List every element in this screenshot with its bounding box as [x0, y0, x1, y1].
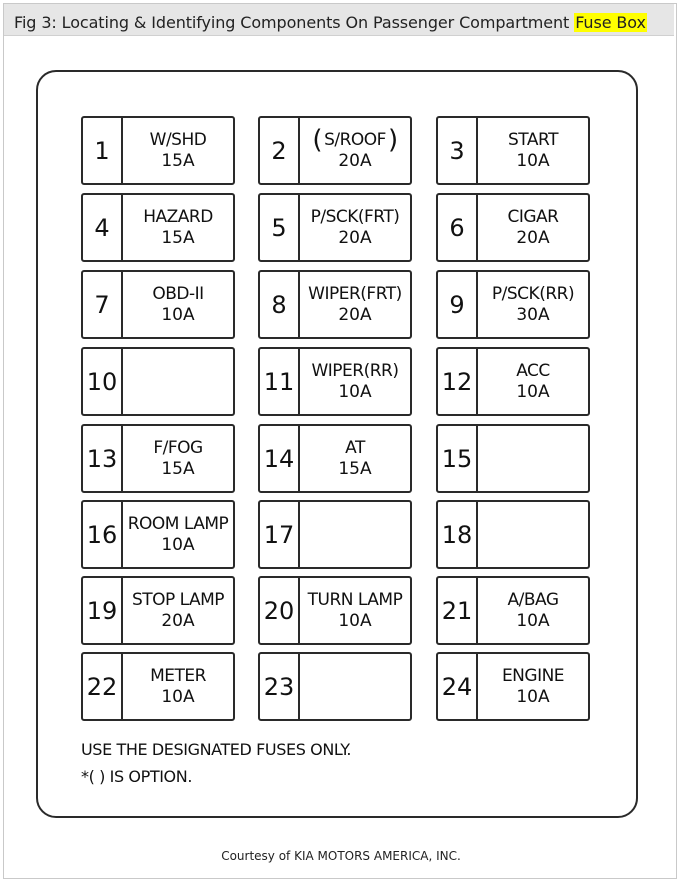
figure-caption	[14, 13, 647, 32]
fuse-description	[123, 272, 233, 337]
fuse-rating: 10A	[516, 381, 550, 402]
caption-highlight: Fuse Box	[575, 13, 646, 32]
fuse-description	[300, 118, 410, 183]
fuse-description	[478, 195, 588, 260]
fuse-3	[436, 116, 590, 185]
fuse-label: W/SHD	[149, 129, 207, 150]
fuse-number: 11	[260, 349, 300, 414]
fuse-label: CIGAR	[507, 206, 559, 227]
fuse-label: HAZARD	[143, 206, 213, 227]
fuse-6	[436, 193, 590, 262]
fuse-14	[258, 424, 412, 493]
fuse-rating: 10A	[516, 150, 550, 171]
fuse-label: ROOM LAMP	[127, 513, 229, 534]
note-option: *( ) IS OPTION.	[81, 767, 193, 786]
caption-bar	[4, 4, 674, 36]
fuse-9	[436, 270, 590, 339]
fuse-19	[81, 576, 235, 645]
fuse-description	[123, 349, 233, 414]
note-designated-fuses: USE THE DESIGNATED FUSES ONLY.	[81, 740, 352, 759]
fuse-number: 8	[260, 272, 300, 337]
fuse-number: 2	[260, 118, 300, 183]
courtesy-credit: Courtesy of KIA MOTORS AMERICA, INC.	[221, 849, 461, 863]
fuse-rating: 10A	[338, 610, 372, 631]
fuse-rating: 10A	[161, 686, 195, 707]
fuse-number: 15	[438, 426, 478, 491]
fuse-13	[81, 424, 235, 493]
caption-prefix: Fig 3: Locating & Identifying Components On Passenger Compartment	[14, 13, 575, 32]
fuse-number: 17	[260, 502, 300, 567]
fuse-description	[478, 272, 588, 337]
fuse-number: 24	[438, 654, 478, 719]
fuse-2	[258, 116, 412, 185]
fuse-rating: 20A	[338, 227, 372, 248]
fuse-11	[258, 347, 412, 416]
fuse-label: TURN LAMP	[307, 589, 403, 610]
fuse-label: ( S/ROOF )	[312, 130, 397, 151]
fuse-20	[258, 576, 412, 645]
fuse-rating: 10A	[338, 381, 372, 402]
fuse-number: 16	[83, 502, 123, 567]
fuse-description	[300, 426, 410, 491]
fuse-24	[436, 652, 590, 721]
fuse-rating: 15A	[161, 150, 195, 171]
fuse-5	[258, 193, 412, 262]
fuse-17	[258, 500, 412, 569]
fuse-label: P/SCK(FRT)	[310, 206, 400, 227]
fuse-22	[81, 652, 235, 721]
fuse-number: 21	[438, 578, 478, 643]
fuse-15	[436, 424, 590, 493]
fuse-description	[478, 426, 588, 491]
fuse-description	[123, 654, 233, 719]
fuse-description	[478, 118, 588, 183]
fuse-description	[478, 654, 588, 719]
fuse-number: 10	[83, 349, 123, 414]
fuse-description	[478, 578, 588, 643]
fuse-rating: 20A	[516, 227, 550, 248]
fuse-number: 12	[438, 349, 478, 414]
fuse-description	[300, 502, 410, 567]
fuse-description	[123, 118, 233, 183]
fuse-number: 19	[83, 578, 123, 643]
fuse-21	[436, 576, 590, 645]
fuse-rating: 10A	[516, 610, 550, 631]
fuse-description	[478, 349, 588, 414]
fuse-number: 3	[438, 118, 478, 183]
fuse-7	[81, 270, 235, 339]
fuse-rating: 10A	[161, 534, 195, 555]
fuse-label: AT	[345, 437, 365, 458]
fuse-16	[81, 500, 235, 569]
fuse-rating: 15A	[161, 227, 195, 248]
fuse-label: START	[508, 129, 558, 150]
fuse-label: OBD-II	[152, 283, 204, 304]
fuse-1	[81, 116, 235, 185]
fuse-label: ACC	[516, 360, 550, 381]
fuse-label: P/SCK(RR)	[491, 283, 575, 304]
fuse-number: 20	[260, 578, 300, 643]
fuse-number: 7	[83, 272, 123, 337]
fuse-number: 1	[83, 118, 123, 183]
fuse-18	[436, 500, 590, 569]
fuse-description	[300, 195, 410, 260]
fuse-rating: 20A	[338, 304, 372, 325]
fuse-rating: 10A	[161, 304, 195, 325]
fuse-number: 18	[438, 502, 478, 567]
fuse-description	[300, 272, 410, 337]
fuse-label: WIPER(RR)	[311, 360, 399, 381]
fuse-label: ENGINE	[501, 665, 565, 686]
notes	[81, 736, 351, 790]
fuse-8	[258, 270, 412, 339]
fuse-label: WIPER(FRT)	[308, 283, 402, 304]
fuse-number: 4	[83, 195, 123, 260]
fuse-number: 22	[83, 654, 123, 719]
fuse-description	[300, 578, 410, 643]
fuse-label: F/FOG	[153, 437, 203, 458]
fuse-description	[300, 654, 410, 719]
fuse-rating: 30A	[516, 304, 550, 325]
fuse-number: 14	[260, 426, 300, 491]
fuse-number: 9	[438, 272, 478, 337]
fuse-23	[258, 652, 412, 721]
fuse-rating: 20A	[161, 610, 195, 631]
fuse-rating: 10A	[516, 686, 550, 707]
fuse-number: 13	[83, 426, 123, 491]
fuse-12	[436, 347, 590, 416]
fuse-rating: 20A	[338, 150, 372, 171]
fuse-description	[123, 426, 233, 491]
fuse-10	[81, 347, 235, 416]
fuse-description	[300, 349, 410, 414]
fuse-rating: 15A	[161, 458, 195, 479]
fuse-description	[123, 502, 233, 567]
fuse-4	[81, 193, 235, 262]
fuse-number: 6	[438, 195, 478, 260]
fuse-description	[478, 502, 588, 567]
fuse-description	[123, 195, 233, 260]
fuse-number: 23	[260, 654, 300, 719]
fuse-number: 5	[260, 195, 300, 260]
fuse-rating: 15A	[338, 458, 372, 479]
fuse-description	[123, 578, 233, 643]
fuse-label: METER	[150, 665, 206, 686]
fuse-label: A/BAG	[507, 589, 559, 610]
fuse-label: STOP LAMP	[131, 589, 225, 610]
